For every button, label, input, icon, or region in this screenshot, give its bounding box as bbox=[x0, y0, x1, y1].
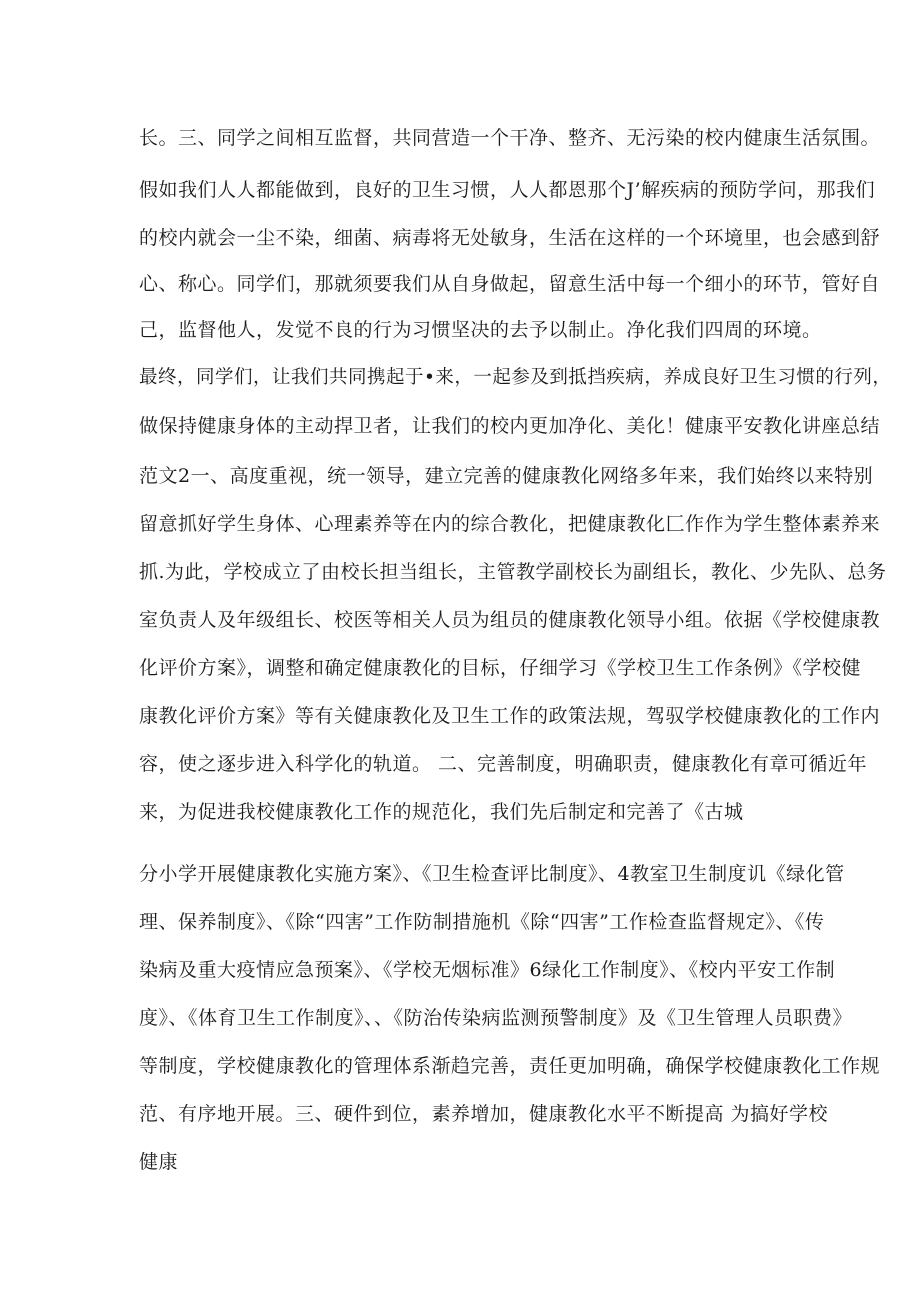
text-line: 的校内就会一尘不染，细菌、病毒将无处敏身，生活在这样的一个环境里，也会感到舒 bbox=[139, 227, 881, 249]
text-line: 来，为促进我校健康教化工作的规范化，我们先后制定和完善了《古城 bbox=[139, 801, 744, 823]
text-line: 容，使之逐步进入科学化的轨道。 二、完善制度，明确职责，健康教化有章可循近年 bbox=[139, 753, 868, 775]
text-line: 心、称心。同学们，那就须要我们从自身做起，留意生活中每一个细小的环节，管好自 bbox=[139, 273, 881, 295]
text-line: 留意抓好学生身体、心理素养等在内的综合教化，把健康教化匚作作为学生整体素养来 bbox=[139, 513, 881, 535]
text-line: 做保持健康身体的主动捍卫者，让我们的校内更加净化、美化！健康平安教化讲座总结 bbox=[139, 415, 881, 437]
text-line: 康教化评价方案》等有关健康教化及卫生工作的政策法规，驾驭学校健康教化的工作内 bbox=[139, 705, 881, 727]
text-line: 长。三、同学之间相互监督，共同营造一个干净、整齐、无污染的校内健康生活氛围。 bbox=[139, 127, 881, 149]
text-line: 范、有序地开展。三、硬件到位，素养增加，健康教化水平不断提高 为搞好学校 bbox=[139, 1103, 829, 1125]
text-line: 最终，同学们，让我们共同携起于•来，一起参及到抵挡疾病，养成良好卫生习惯的行列， bbox=[139, 367, 892, 388]
text-line: 理、保养制度》、《除“四害”工作防制措施机《除“四害”工作检查监督规定》、《传 bbox=[139, 911, 825, 933]
text-line: 等制度，学校健康教化的管理体系渐趋完善，责任更加明确，确保学校健康教化工作规 bbox=[139, 1055, 881, 1077]
text-line: 室负责人及年级组长、校医等相关人员为组员的健康教化领导小组。依据《学校健康教 bbox=[139, 609, 881, 631]
text-line: 抓.为此，学校成立了由校长担当组长，主管教学副校长为副组长，教化、少先队、总务 bbox=[139, 561, 887, 583]
text-line: 染病及重大疫情应急预案》、《学校无烟标准》6绿化工作制度》、《校内平安工作制 bbox=[139, 959, 836, 981]
text-line: 己，监督他人，发觉不良的行为习惯坚决的去予以制止。净化我们四周的环境。 bbox=[139, 319, 822, 341]
text-line: 分小学开展健康教化实施方案》、《卫生检查评比制度》、4教室卫生制度讥《绿化管 bbox=[139, 863, 845, 885]
text-line: 健康 bbox=[139, 1151, 179, 1173]
text-line: 假如我们人人都能做到，良好的卫生习惯，人人都恩那个J’解疾病的预防学问，那我们 bbox=[139, 179, 876, 201]
text-line: 范文2一、高度重视，统一领导，建立完善的健康教化网络多年来，我们始终以来特别 bbox=[139, 465, 874, 487]
text-line: 化评价方案》，调整和确定健康教化的目标，仔细学习《学校卫生工作条例》《学校健 bbox=[139, 657, 862, 679]
text-line: 度》、《体育卫生工作制度》、、《防治传染病监测预警制度》及《卫生管理人员职费》 bbox=[139, 1007, 853, 1029]
